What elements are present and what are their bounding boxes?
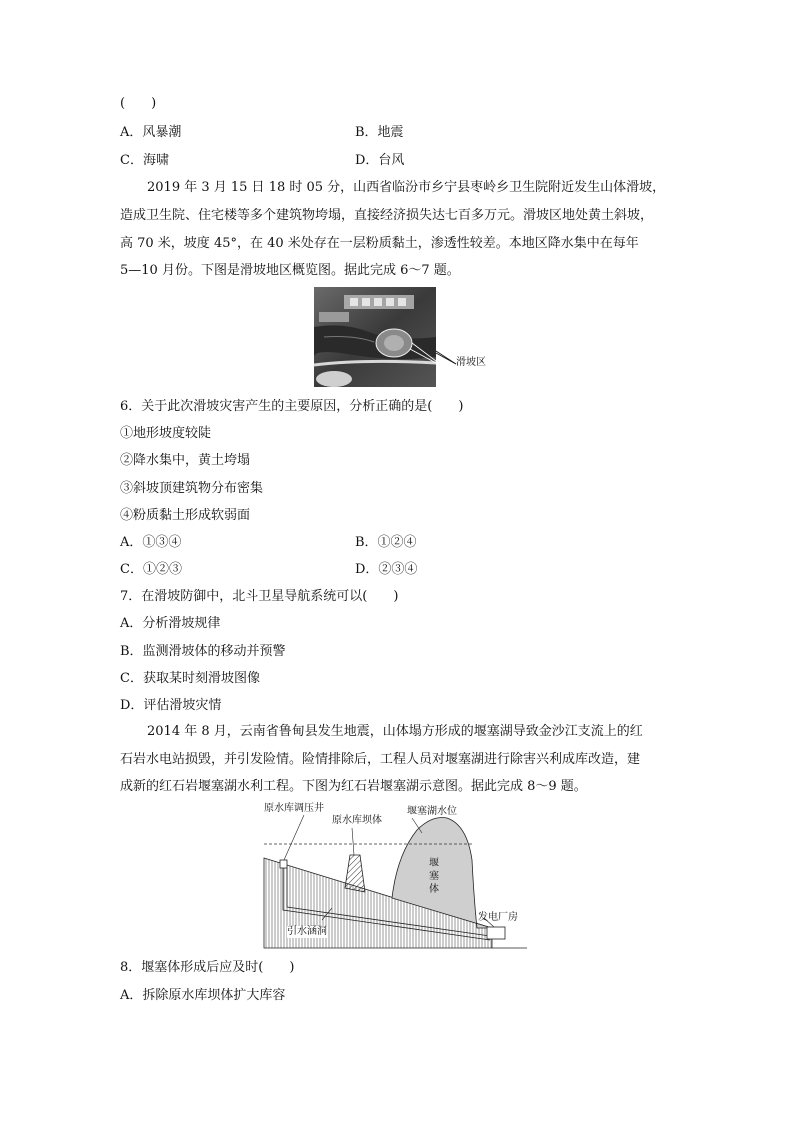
q6-stem: 6．关于此次滑坡灾害产生的主要原因，分析正确的是( )	[120, 399, 464, 414]
power-plant-shape	[487, 927, 505, 939]
q6-option-b: B．①②④	[355, 535, 417, 550]
q8-option-a: A．拆除原水库坝体扩大库容	[120, 988, 286, 1003]
passage2-line-2: 石岩水电站损毁，并引发险情。险情排除后，工程人员对堰塞湖进行除害兴利成库改造，建	[120, 752, 641, 767]
q7-option-c: C．获取某时刻滑坡图像	[120, 671, 260, 686]
q7-option-b: B．监测滑坡体的移动并预警	[120, 644, 286, 659]
q5-stem-tail: ( )	[120, 96, 157, 111]
q6-option-c: C．①②③	[120, 562, 182, 577]
landslide-label: 滑坡区	[456, 357, 486, 368]
label-original-dam: 原水库坝体	[332, 815, 382, 826]
landslide-aerial-photo	[314, 287, 436, 387]
label-original-surge-shaft: 原水库调压井	[264, 803, 324, 814]
passage1-line-4: 5—10 月份。下图是滑坡地区概览图。据此完成 6～7 题。	[120, 263, 460, 278]
label-tunnel: 引水涵洞	[287, 926, 327, 937]
label-power-plant: 发电厂房	[478, 912, 518, 923]
original-dam-shape	[345, 855, 365, 892]
label-water-level: 堰塞湖水位	[407, 806, 457, 817]
q6-option-a: A．①③④	[120, 535, 182, 550]
passage1-line-2: 造成卫生院、住宅楼等多个建筑物垮塌，直接经济损失达七百多万元。滑坡区地处黄土斜坡，	[120, 208, 654, 223]
q5-option-c: C．海啸	[120, 153, 169, 168]
q5-option-b: B．地震	[355, 125, 404, 140]
q6-item-3: ③斜坡顶建筑物分布密集	[120, 481, 264, 496]
q8-stem: 8．堰塞体形成后应及时( )	[120, 960, 295, 975]
passage2-line-3: 成新的红石岩堰塞湖水利工程。下图为红石岩堰塞湖示意图。据此完成 8～9 题。	[120, 779, 587, 794]
surge-shaft-shape	[280, 860, 287, 868]
passage1-line-3: 高 70 米，坡度 45°，在 40 米处存在一层粉质黏土，渗透性较差。本地区降水集中在每年	[120, 236, 639, 251]
q6-item-1: ①地形坡度较陡	[120, 426, 212, 441]
q6-option-d: D．②③④	[355, 562, 418, 577]
q5-option-d: D．台风	[355, 153, 405, 168]
q7-option-d: D．评估滑坡灾情	[120, 698, 222, 713]
q6-item-4: ④粉质黏土形成软弱面	[120, 508, 251, 523]
q7-stem: 7．在滑坡防御中，北斗卫星导航系统可以( )	[120, 589, 399, 604]
passage2-line-1: 2014 年 8 月，云南省鲁甸县发生地震，山体塌方形成的堰塞湖导致金沙江支流上的红	[147, 724, 643, 739]
label-barrier-body: 堰塞体	[429, 858, 439, 895]
passage1-line-1: 2019 年 3 月 15 日 18 时 05 分，山西省临汾市乡宁县枣岭乡卫生院附近发生山体滑坡，	[147, 180, 666, 195]
q5-option-a: A．风暴潮	[120, 125, 182, 140]
q6-item-2: ②降水集中，黄土垮塌	[120, 453, 251, 468]
q7-option-a: A．分析滑坡规律	[120, 616, 221, 631]
